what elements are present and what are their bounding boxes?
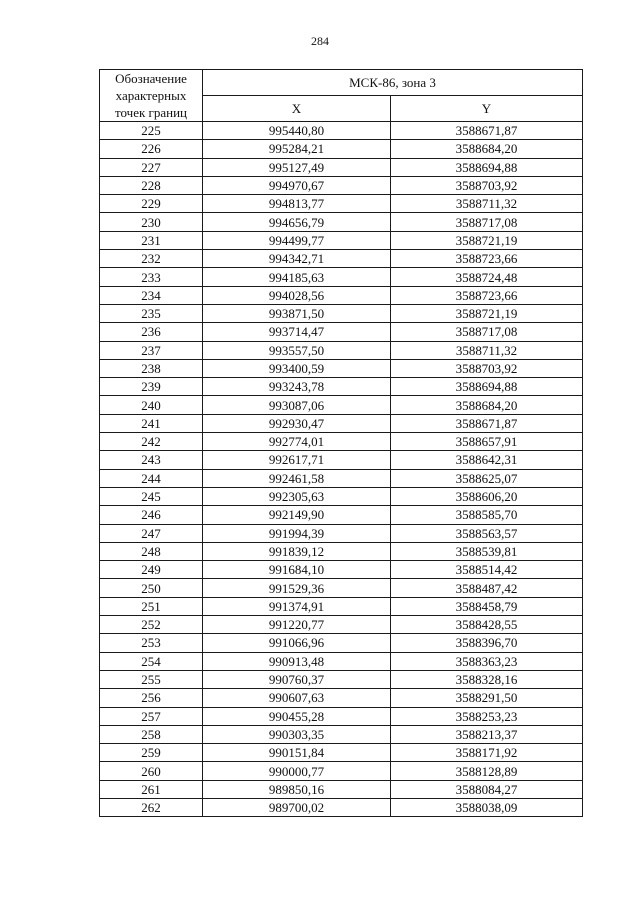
y-coordinate-cell: 3588711,32: [391, 341, 583, 359]
point-number-cell: 247: [100, 524, 203, 542]
point-number-cell: 225: [100, 122, 203, 140]
y-column-header: Y: [391, 96, 583, 122]
point-number-cell: 259: [100, 744, 203, 762]
table-row: [100, 359, 583, 377]
x-coordinate-cell: 990000,77: [203, 762, 391, 780]
table-row: [100, 561, 583, 579]
x-coordinate-cell: 994028,56: [203, 286, 391, 304]
y-coordinate-cell: 3588487,42: [391, 579, 583, 597]
y-coordinate-cell: 3588328,16: [391, 670, 583, 688]
point-number-cell: 231: [100, 231, 203, 249]
table-row: [100, 762, 583, 780]
table-row: [100, 451, 583, 469]
y-coordinate-cell: 3588084,27: [391, 780, 583, 798]
table-row: [100, 396, 583, 414]
point-number-cell: 262: [100, 798, 203, 816]
x-coordinate-cell: 990303,35: [203, 725, 391, 743]
point-number-cell: 240: [100, 396, 203, 414]
y-coordinate-cell: 3588671,87: [391, 414, 583, 432]
table-row: [100, 140, 583, 158]
table-row: [100, 250, 583, 268]
point-number-cell: 228: [100, 176, 203, 194]
table-row: [100, 798, 583, 816]
table-row: [100, 579, 583, 597]
table-row: [100, 286, 583, 304]
x-coordinate-cell: 994185,63: [203, 268, 391, 286]
table-row: [100, 670, 583, 688]
x-coordinate-cell: 992461,58: [203, 469, 391, 487]
table-row: [100, 616, 583, 634]
point-number-cell: 261: [100, 780, 203, 798]
point-number-cell: 260: [100, 762, 203, 780]
point-number-cell: 237: [100, 341, 203, 359]
point-number-cell: 250: [100, 579, 203, 597]
table-row: [100, 597, 583, 615]
point-number-cell: 227: [100, 158, 203, 176]
x-coordinate-cell: 991529,36: [203, 579, 391, 597]
y-coordinate-cell: 3588514,42: [391, 561, 583, 579]
table-header: [100, 70, 583, 122]
point-number-cell: 236: [100, 323, 203, 341]
x-coordinate-cell: 993243,78: [203, 378, 391, 396]
point-number-cell: 245: [100, 487, 203, 505]
x-coordinate-cell: 992305,63: [203, 487, 391, 505]
y-coordinate-cell: 3588038,09: [391, 798, 583, 816]
point-number-cell: 254: [100, 652, 203, 670]
point-number-cell: 251: [100, 597, 203, 615]
x-coordinate-cell: 994342,71: [203, 250, 391, 268]
y-coordinate-cell: 3588671,87: [391, 122, 583, 140]
header-row-system: [100, 70, 583, 96]
x-coordinate-cell: 994656,79: [203, 213, 391, 231]
point-number-cell: 246: [100, 506, 203, 524]
x-coordinate-cell: 991684,10: [203, 561, 391, 579]
x-coordinate-cell: 992930,47: [203, 414, 391, 432]
table-row: [100, 378, 583, 396]
x-coordinate-cell: 990607,63: [203, 689, 391, 707]
x-coordinate-cell: 992774,01: [203, 433, 391, 451]
y-coordinate-cell: 3588642,31: [391, 451, 583, 469]
y-coordinate-cell: 3588563,57: [391, 524, 583, 542]
table-row: [100, 122, 583, 140]
y-coordinate-cell: 3588585,70: [391, 506, 583, 524]
point-number-cell: 229: [100, 195, 203, 213]
x-coordinate-cell: 994499,77: [203, 231, 391, 249]
y-coordinate-cell: 3588625,07: [391, 469, 583, 487]
point-number-cell: 242: [100, 433, 203, 451]
y-coordinate-cell: 3588694,88: [391, 378, 583, 396]
x-coordinate-cell: 989700,02: [203, 798, 391, 816]
table-row: [100, 744, 583, 762]
x-coordinate-cell: 989850,16: [203, 780, 391, 798]
y-coordinate-cell: 3588711,32: [391, 195, 583, 213]
y-coordinate-cell: 3588723,66: [391, 286, 583, 304]
y-coordinate-cell: 3588657,91: [391, 433, 583, 451]
point-number-cell: 248: [100, 542, 203, 560]
x-coordinate-cell: 994970,67: [203, 176, 391, 194]
table-row: [100, 634, 583, 652]
y-coordinate-cell: 3588606,20: [391, 487, 583, 505]
x-coordinate-cell: 991839,12: [203, 542, 391, 560]
table-row: [100, 542, 583, 560]
point-number-cell: 234: [100, 286, 203, 304]
y-coordinate-cell: 3588717,08: [391, 323, 583, 341]
x-coordinate-cell: 992617,71: [203, 451, 391, 469]
y-coordinate-cell: 3588291,50: [391, 689, 583, 707]
x-coordinate-cell: 993087,06: [203, 396, 391, 414]
table-row: [100, 506, 583, 524]
table-row: [100, 195, 583, 213]
table-row: [100, 341, 583, 359]
x-coordinate-cell: 993871,50: [203, 304, 391, 322]
table-row: [100, 652, 583, 670]
table-row: [100, 487, 583, 505]
point-number-cell: 249: [100, 561, 203, 579]
point-number-cell: 235: [100, 304, 203, 322]
x-coordinate-cell: 990760,37: [203, 670, 391, 688]
y-coordinate-cell: 3588703,92: [391, 176, 583, 194]
x-coordinate-cell: 994813,77: [203, 195, 391, 213]
point-number-cell: 243: [100, 451, 203, 469]
y-coordinate-cell: 3588684,20: [391, 396, 583, 414]
x-coordinate-cell: 991066,96: [203, 634, 391, 652]
x-coordinate-cell: 995127,49: [203, 158, 391, 176]
point-number-cell: 256: [100, 689, 203, 707]
point-number-cell: 257: [100, 707, 203, 725]
x-coordinate-cell: 990913,48: [203, 652, 391, 670]
y-coordinate-cell: 3588721,19: [391, 231, 583, 249]
point-number-cell: 241: [100, 414, 203, 432]
point-number-cell: 255: [100, 670, 203, 688]
table-row: [100, 725, 583, 743]
y-coordinate-cell: 3588684,20: [391, 140, 583, 158]
x-coordinate-cell: 991994,39: [203, 524, 391, 542]
table-row: [100, 707, 583, 725]
y-coordinate-cell: 3588171,92: [391, 744, 583, 762]
table-row: [100, 213, 583, 231]
coordinate-system-header: МСК-86, зона 3: [203, 70, 583, 96]
x-coordinate-cell: 990151,84: [203, 744, 391, 762]
point-number-cell: 238: [100, 359, 203, 377]
x-coordinate-cell: 992149,90: [203, 506, 391, 524]
table-row: [100, 231, 583, 249]
table-row: [100, 689, 583, 707]
y-coordinate-cell: 3588128,89: [391, 762, 583, 780]
table-row: [100, 524, 583, 542]
x-coordinate-cell: 993400,59: [203, 359, 391, 377]
point-number-cell: 233: [100, 268, 203, 286]
y-coordinate-cell: 3588253,23: [391, 707, 583, 725]
table-row: [100, 433, 583, 451]
point-number-cell: 253: [100, 634, 203, 652]
page-number: 284: [311, 34, 329, 48]
x-coordinate-cell: 991220,77: [203, 616, 391, 634]
y-coordinate-cell: 3588363,23: [391, 652, 583, 670]
x-coordinate-cell: 993557,50: [203, 341, 391, 359]
point-header-line-1: Обозначение: [115, 71, 187, 86]
point-designation-header: [100, 70, 203, 122]
y-coordinate-cell: 3588458,79: [391, 597, 583, 615]
point-number-cell: 230: [100, 213, 203, 231]
table-row: [100, 176, 583, 194]
y-coordinate-cell: 3588717,08: [391, 213, 583, 231]
x-column-header: X: [203, 96, 391, 122]
y-coordinate-cell: 3588694,88: [391, 158, 583, 176]
point-header-line-3: точек границ: [114, 105, 188, 120]
table-row: [100, 268, 583, 286]
table-row: [100, 323, 583, 341]
y-coordinate-cell: 3588213,37: [391, 725, 583, 743]
table-row: [100, 414, 583, 432]
point-number-cell: 258: [100, 725, 203, 743]
point-number-cell: 226: [100, 140, 203, 158]
y-coordinate-cell: 3588723,66: [391, 250, 583, 268]
y-coordinate-cell: 3588724,48: [391, 268, 583, 286]
x-coordinate-cell: 990455,28: [203, 707, 391, 725]
y-coordinate-cell: 3588721,19: [391, 304, 583, 322]
y-coordinate-cell: 3588428,55: [391, 616, 583, 634]
x-coordinate-cell: 993714,47: [203, 323, 391, 341]
y-coordinate-cell: 3588396,70: [391, 634, 583, 652]
y-coordinate-cell: 3588539,81: [391, 542, 583, 560]
x-coordinate-cell: 995284,21: [203, 140, 391, 158]
x-coordinate-cell: 991374,91: [203, 597, 391, 615]
y-coordinate-cell: 3588703,92: [391, 359, 583, 377]
table-row: [100, 158, 583, 176]
point-number-cell: 244: [100, 469, 203, 487]
point-number-cell: 239: [100, 378, 203, 396]
point-number-cell: 252: [100, 616, 203, 634]
table-row: [100, 780, 583, 798]
point-header-line-2: характерных: [115, 88, 187, 103]
coordinates-table: [99, 69, 583, 817]
table-row: [100, 304, 583, 322]
table-row: [100, 469, 583, 487]
x-coordinate-cell: 995440,80: [203, 122, 391, 140]
table-body: [100, 122, 583, 817]
point-number-cell: 232: [100, 250, 203, 268]
